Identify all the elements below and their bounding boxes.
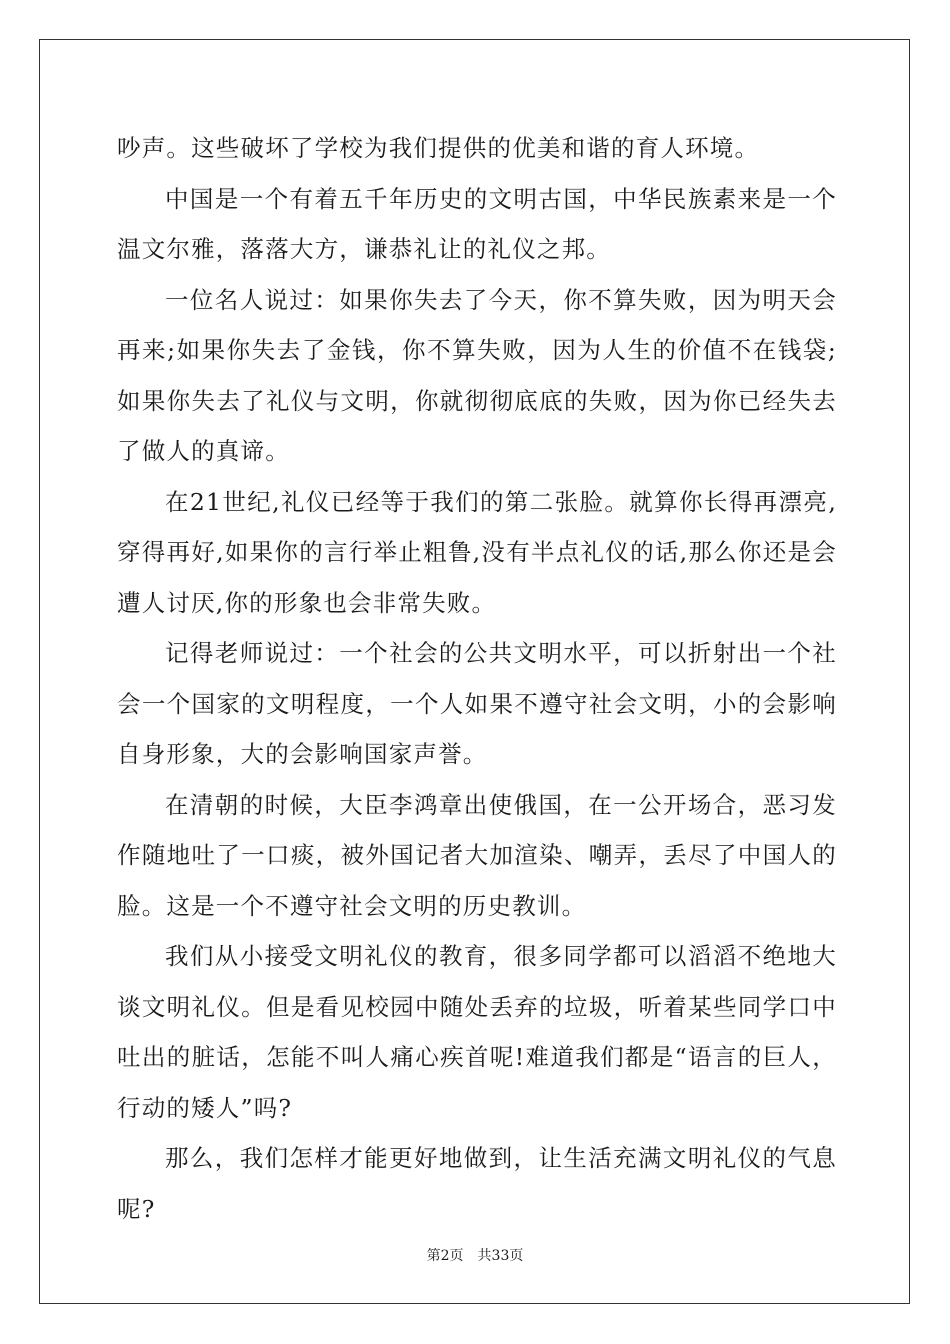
page-number: 第2页 (426, 1248, 464, 1264)
paragraph-7: 我们从小接受文明礼仪的教育，很多同学都可以滔滔不绝地大谈文明礼仪。但是看见校园中随处丢弃的垃圾，听着某些同学口中吐出的脏话，怎能不叫人痛心疾首呢!难道我们都是“语言的巨人，行动的矮人”吗? (117, 942, 837, 1122)
paragraph-6: 在清朝的时候，大臣李鸿章出使俄国，在一公开场合，恶习发作随地吐了一口痰，被外国记者大加渲染、嘲弄，丢尽了中国人的脸。这是一个不遵守社会文明的历史教训。 (117, 790, 837, 920)
paragraph-1: 吵声。这些破坏了学校为我们提供的优美和谐的育人环境。 (117, 134, 760, 162)
paragraph-2: 中国是一个有着五千年历史的文明古国，中华民族素来是一个温文尔雅，落落大方，谦恭礼让的礼仪之邦。 (117, 184, 837, 263)
paragraph-5: 记得老师说过：一个社会的公共文明水平，可以折射出一个社会一个国家的文明程度，一个人如果不遵守社会文明，小的会影响自身形象，大的会影响国家声誉。 (117, 639, 837, 768)
page-footer (0, 1247, 950, 1265)
paragraph-3: 一位名人说过：如果你失去了今天，你不算失败，因为明天会再来;如果你失去了金钱，你不算失败，因为人生的价值不在钱袋;如果你失去了礼仪与文明，你就彻彻底底的失败，因为你已经失去了做人的真谛。 (117, 285, 837, 465)
page-total: 共33页 (477, 1248, 524, 1264)
paragraph-8: 那么，我们怎样才能更好地做到，让生活充满文明礼仪的气息呢? (117, 1144, 837, 1223)
paragraph-4: 在21世纪,礼仪已经等于我们的第二张脸。就算你长得再漂亮,穿得再好,如果你的言行举止粗鲁,没有半点礼仪的话,那么你还是会遭人讨厌,你的形象也会非常失败。 (117, 487, 837, 617)
document-body (117, 123, 837, 1234)
